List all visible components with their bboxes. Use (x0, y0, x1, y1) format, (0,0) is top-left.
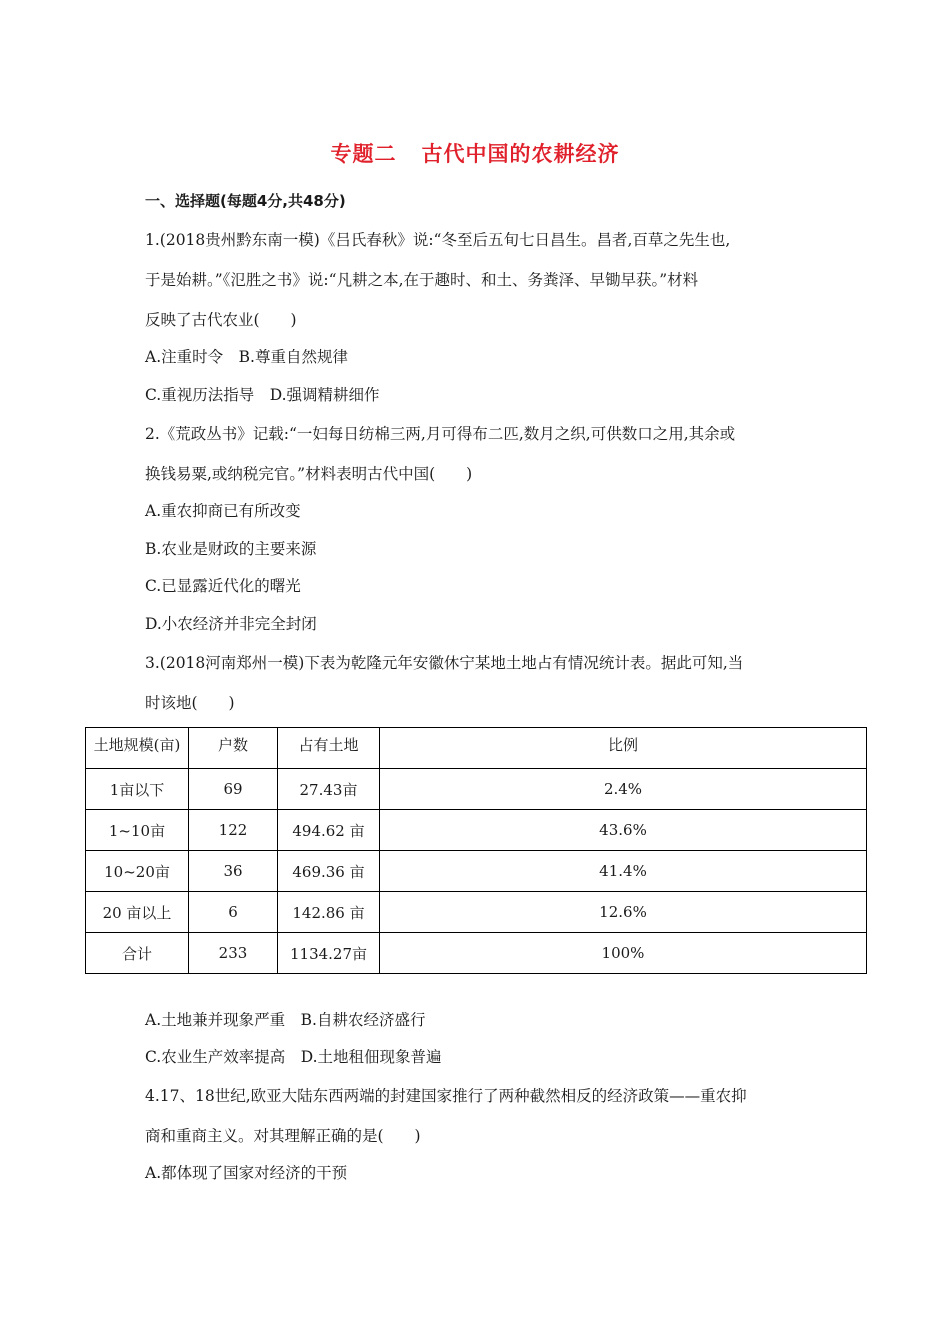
land-ownership-table (85, 727, 867, 974)
table-header-cell: 户数 (189, 728, 278, 769)
table-cell: 合计 (86, 933, 189, 974)
table-cell: 69 (189, 769, 278, 810)
question-3-options-cd: C.农业生产效率提高 D.土地租佃现象普遍 (145, 1048, 442, 1066)
question-2-stem-line-1: 2.《荒政丛书》记载:“一妇每日纺棉三两,月可得布二匹,数月之织,可供数口之用,其余或 (145, 425, 736, 443)
table-cell: 20 亩以上 (86, 892, 189, 933)
table-cell: 2.4% (380, 769, 867, 810)
table-cell: 36 (189, 851, 278, 892)
question-2-option-b: B.农业是财政的主要来源 (145, 540, 317, 558)
question-2-option-d: D.小农经济并非完全封闭 (145, 615, 317, 633)
table-header-row (86, 728, 867, 769)
table-cell: 41.4% (380, 851, 867, 892)
table-row (86, 851, 867, 892)
table-row (86, 933, 867, 974)
question-4-stem-line-2: 商和重商主义。对其理解正确的是( ) (145, 1127, 421, 1145)
table-cell: 1~10亩 (86, 810, 189, 851)
table-row (86, 892, 867, 933)
table-cell: 1134.27亩 (278, 933, 380, 974)
table-header-cell: 土地规模(亩) (86, 728, 189, 769)
table-cell: 494.62 亩 (278, 810, 380, 851)
question-2-option-c: C.已显露近代化的曙光 (145, 577, 301, 595)
table-cell: 233 (189, 933, 278, 974)
table-cell: 469.36 亩 (278, 851, 380, 892)
table-cell: 10~20亩 (86, 851, 189, 892)
table-cell: 100% (380, 933, 867, 974)
question-2-option-a: A.重农抑商已有所改变 (145, 502, 301, 520)
table-cell: 1亩以下 (86, 769, 189, 810)
question-1-options-ab: A.注重时令 B.尊重自然规律 (145, 348, 348, 366)
table-header-cell: 比例 (380, 728, 867, 769)
page-title: 专题二 古代中国的农耕经济 (330, 142, 620, 166)
table-cell: 43.6% (380, 810, 867, 851)
table-row (86, 769, 867, 810)
question-4-stem-line-1: 4.17、18世纪,欧亚大陆东西两端的封建国家推行了两种截然相反的经济政策——重农抑 (145, 1087, 747, 1105)
table-cell: 27.43亩 (278, 769, 380, 810)
table-cell: 142.86 亩 (278, 892, 380, 933)
table-cell: 12.6% (380, 892, 867, 933)
question-1-options-cd: C.重视历法指导 D.强调精耕细作 (145, 386, 380, 404)
section-heading: 一、选择题(每题4分,共48分) (145, 192, 346, 210)
table-row (86, 810, 867, 851)
question-3-options-ab: A.土地兼并现象严重 B.自耕农经济盛行 (145, 1011, 426, 1029)
table-cell: 122 (189, 810, 278, 851)
question-3-stem-line-1: 3.(2018河南郑州一模)下表为乾隆元年安徽休宁某地土地占有情况统计表。据此可知,当 (145, 654, 744, 672)
question-1-stem-line-1: 1.(2018贵州黔东南一模)《吕氏春秋》说:“冬至后五旬七日昌生。昌者,百草之先生也, (145, 231, 731, 249)
question-2-stem-line-2: 换钱易粟,或纳税完官。”材料表明古代中国( ) (145, 465, 473, 483)
question-1-stem-line-3: 反映了古代农业( ) (145, 311, 297, 329)
question-1-stem-line-2: 于是始耕。”《氾胜之书》说:“凡耕之本,在于趣时、和土、务粪泽、早锄早获。”材料 (145, 271, 699, 289)
question-3-stem-line-2: 时该地( ) (145, 694, 235, 712)
table-cell: 6 (189, 892, 278, 933)
table-header-cell: 占有土地 (278, 728, 380, 769)
question-4-option-a: A.都体现了国家对经济的干预 (145, 1164, 348, 1182)
